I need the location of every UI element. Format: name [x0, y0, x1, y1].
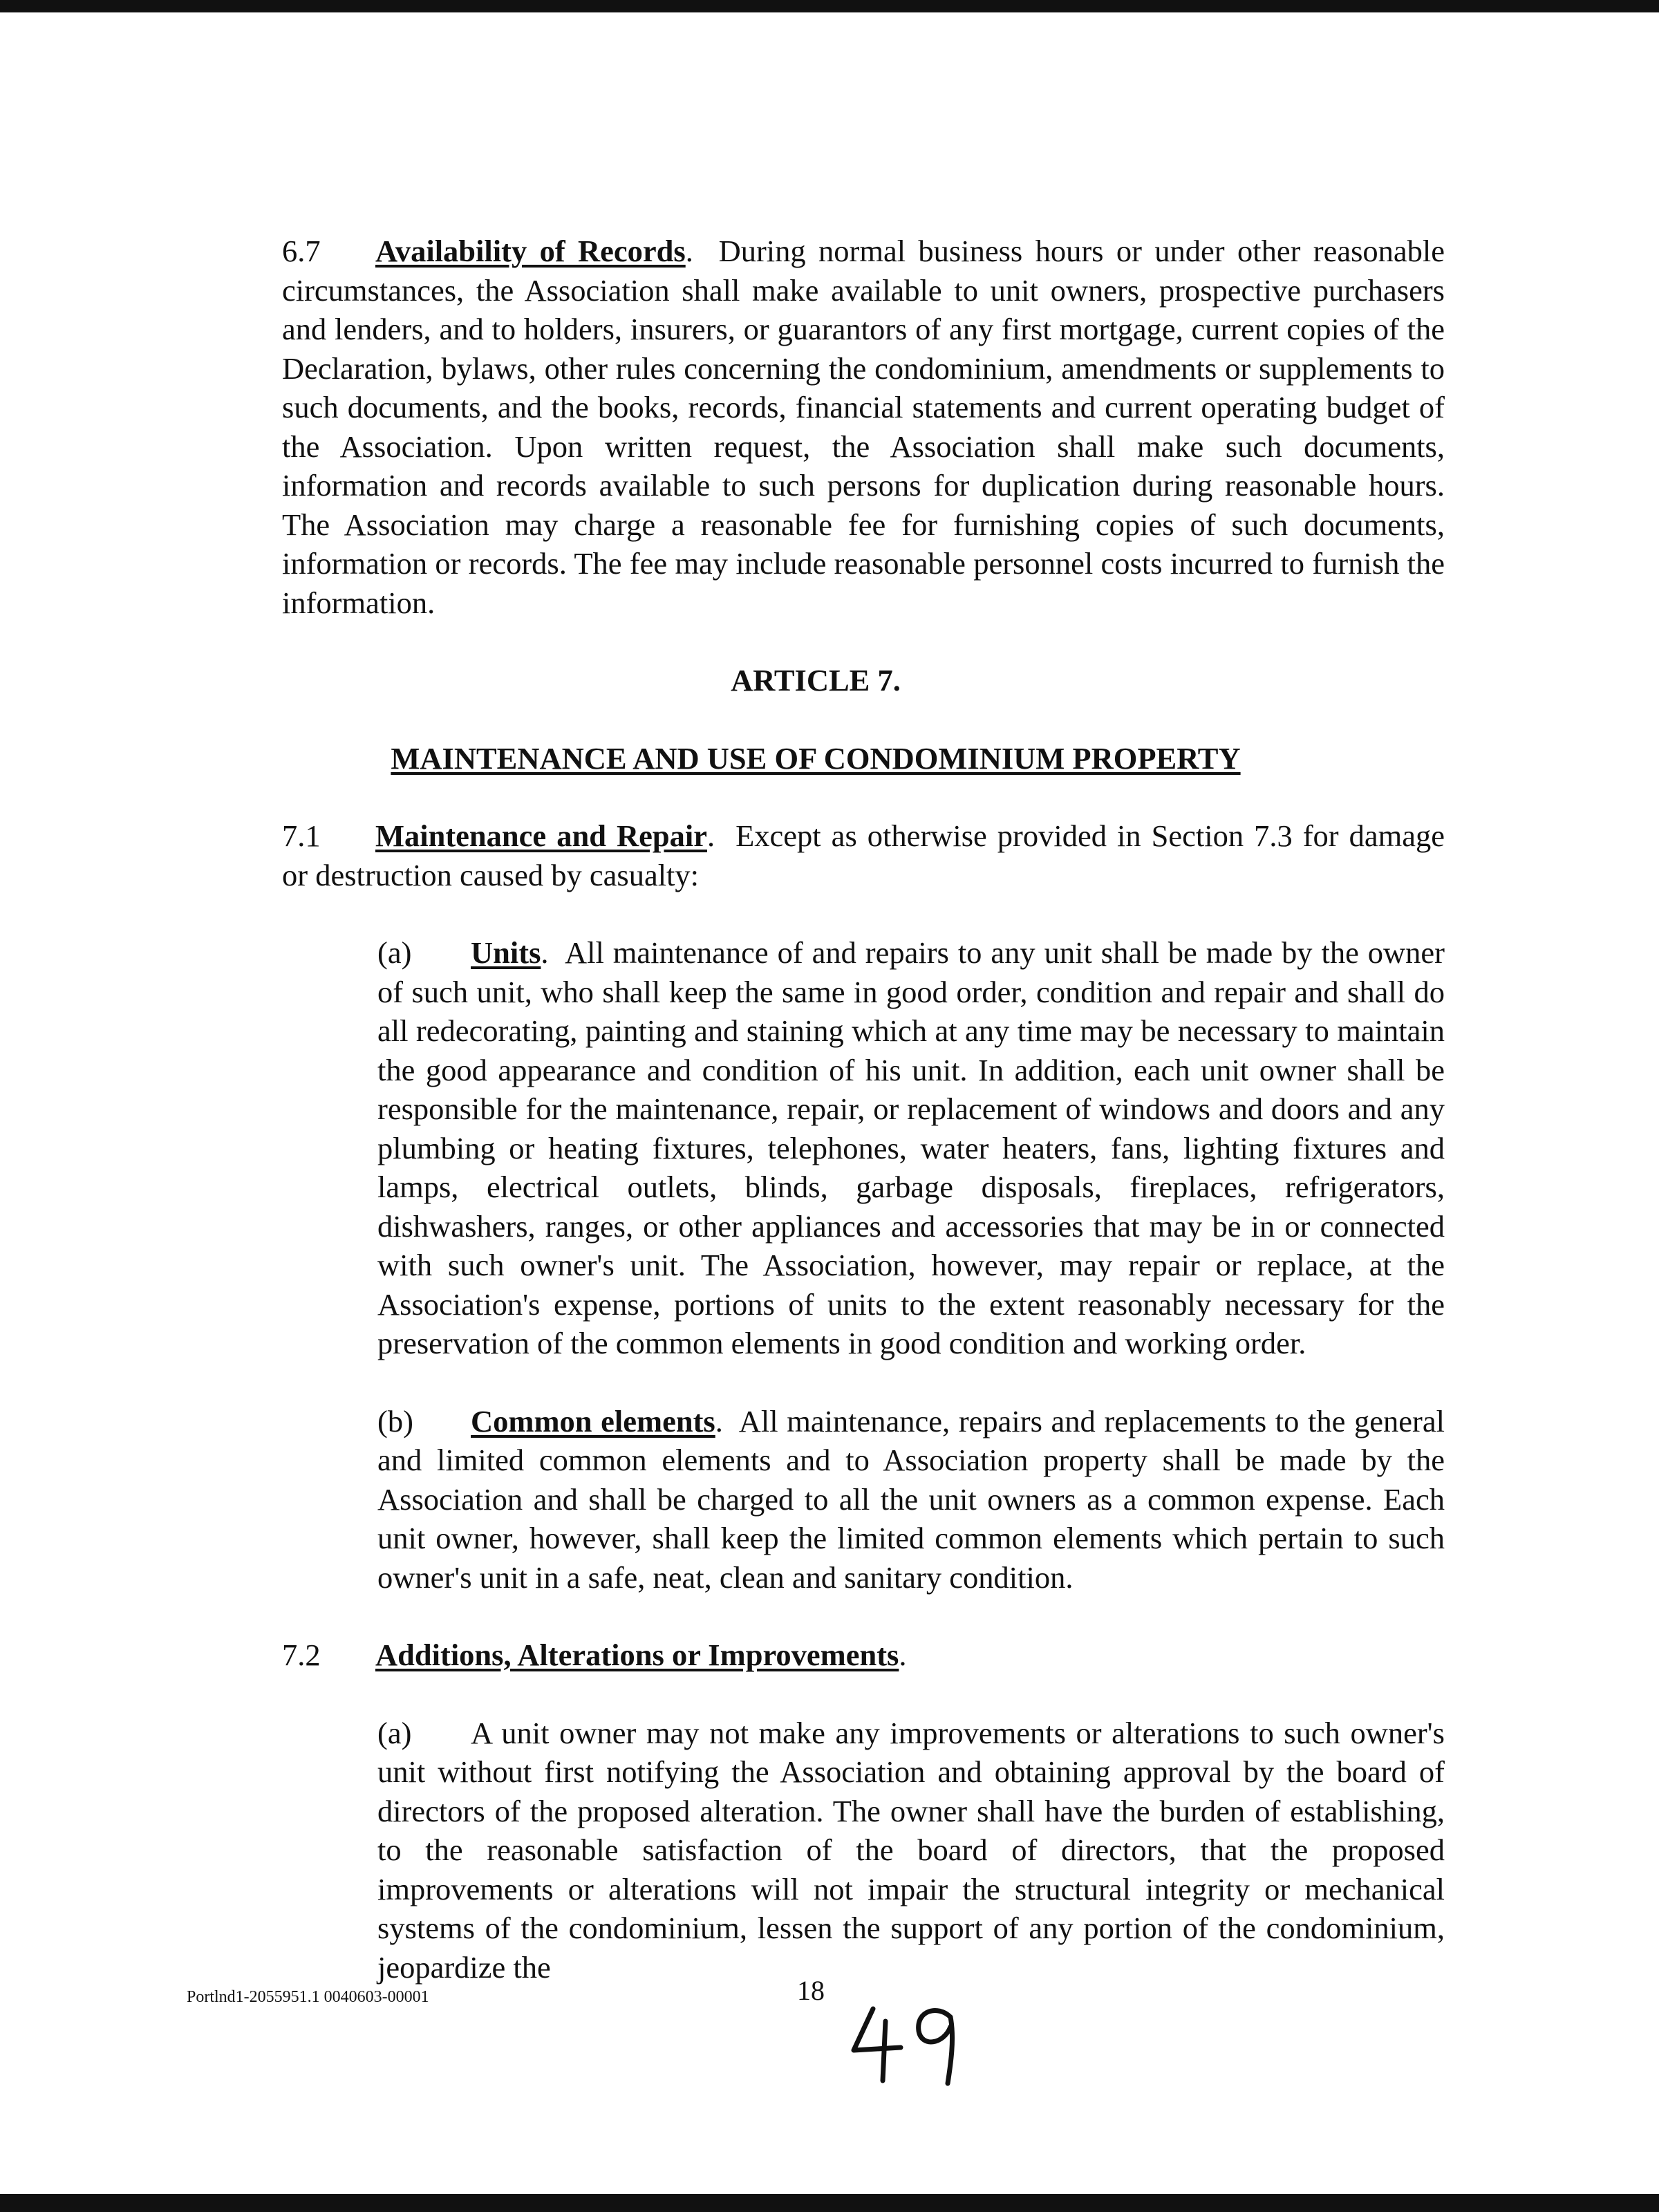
section-7-1-a: (a) Units. All maintenance of and repairs to any unit shall be made by the owner of such unit, who shall keep the same in good order, condition and repair and shall do all redecorating, painting and staining which at any time may be necessary to maintain the good appearance and condition of his unit. In addition, each unit owner shall be responsible for the maintenance, repair, or replacement of windows and doors and any plumbing or heating fixtures, telephones, water heaters, fans, lighting fixtures and lamps, electrical outlets, blinds, garbage disposals, fireplaces, refrigerators, dishwashers, ranges, or other appliances and accessories that may be in or connected with such owner's unit. The Association, however, may repair or replace, at the Association's expense, portions of units to the extent reasonably necessary for the preservation of the common elements in good condition and working order.	[282, 933, 1445, 1363]
section-7-1: 7.1 Maintenance and Repair. Except as otherwise provided in Section 7.3 for damage or destruction caused by casualty:	[187, 816, 1445, 894]
document-body	[187, 232, 1445, 1987]
handwritten-49-drawing	[847, 1996, 971, 2086]
scan-edge-bottom	[0, 2194, 1659, 2212]
section-number: 7.2	[282, 1638, 321, 1672]
subsection-heading: Common elements	[471, 1403, 715, 1438]
article-label: ARTICLE 7.	[731, 663, 901, 697]
scan-edge-top	[0, 0, 1659, 12]
handwritten-page-number	[847, 1996, 971, 2090]
article-title: MAINTENANCE AND USE OF CONDOMINIUM PROPERTY	[391, 740, 1241, 776]
subsection-heading: Units	[471, 935, 541, 970]
subsection-label: (a)	[377, 935, 412, 970]
section-text: During normal business hours or under other reasonable circumstances, the Association shall make available to unit owners, prospective purchasers and lenders, and to holders, insurers, or guarantors of any first mortgage, current copies of the Declaration, bylaws, other rules concerning the condominium, amendments or supplements to such documents, and the books, records, financial statements and current operating budget of the Association. Upon written request, the Association shall make such documents, information and records available to such persons for duplication during reasonable hours. The Association may charge a reasonable fee for furnishing copies of such documents, information or records. The fee may include reasonable personnel costs incurred to furnish the information.	[282, 234, 1445, 620]
section-6-7: 6.7 Availability of Records. During normal business hours or under other reasonable circumstances, the Association shall make available to unit owners, prospective purchasers and lenders, and to holders, insurers, or guarantors of any first mortgage, current copies of the Declaration, bylaws, other rules concerning the condominium, amendments or supplements to such documents, and the books, records, financial statements and current operating budget of the Association. Upon written request, the Association shall make such documents, information and records available to such persons for duplication during reasonable hours. The Association may charge a reasonable fee for furnishing copies of such documents, information or records. The fee may include reasonable personnel costs incurred to furnish the information.	[187, 232, 1445, 622]
subsection-label: (b)	[377, 1403, 413, 1438]
subsection-text: All maintenance, repairs and replacements to the general and limited common elements and to Association property shall be made by the Association and shall be charged to all the unit owners as a common expense. Each unit owner, however, shall keep the limited common elements which pertain to such owner's unit in a safe, neat, clean and sanitary condition.	[377, 1403, 1445, 1595]
page-number: 18	[797, 1975, 825, 2006]
section-number: 7.1	[282, 818, 321, 853]
section-number: 6.7	[282, 234, 321, 268]
section-7-1-b: (b) Common elements. All maintenance, repairs and replacements to the general and limited common elements and to Association property shall be made by the Association and shall be charged to all the unit owners as a common expense. Each unit owner, however, shall keep the limited common elements which pertain to such owner's unit in a safe, neat, clean and sanitary condition.	[282, 1402, 1445, 1597]
section-heading: Maintenance and Repair	[375, 818, 707, 853]
section-text: Except as otherwise provided in Section 7.3 for damage or destruction caused by casualty:	[282, 818, 1445, 892]
section-heading: Additions, Alterations or Improvements	[375, 1638, 899, 1672]
section-heading: Availability of Records	[375, 234, 686, 268]
subsection-text: All maintenance of and repairs to any unit shall be made by the owner of such unit, who shall keep the same in good order, condition and repair and shall do all redecorating, painting and staining which at any time may be necessary to maintain the good appearance and condition of his unit. In addition, each unit owner shall be responsible for the maintenance, repair, or replacement of windows and doors and any plumbing or heating fixtures, telephones, water heaters, fans, lighting fixtures and lamps, electrical outlets, blinds, garbage disposals, fireplaces, refrigerators, dishwashers, ranges, or other appliances and accessories that may be in or connected with such owner's unit. The Association, however, may repair or replace, at the Association's expense, portions of units to the extent reasonably necessary for the preservation of the common elements in good condition and working order.	[377, 935, 1445, 1360]
section-7-2: 7.2 Additions, Alterations or Improvements.	[187, 1635, 1445, 1675]
document-id: Portlnd1-2055951.1 0040603-00001	[187, 1988, 429, 2006]
section-7-2-a	[282, 1714, 1445, 1987]
subsection-text: A unit owner may not make any improvements or alterations to such owner's unit without first notifying the Association and obtaining approval by the board of directors of the proposed alteration. The owner shall have the burden of establishing, to the reasonable satisfaction of the board of directors, that the proposed improvements or alterations will not impair the structural integrity or mechanical systems of the condominium, lessen the support of any portion of the condominium, jeopardize the	[377, 1715, 1445, 1985]
subsection-label: (a)	[377, 1715, 412, 1750]
